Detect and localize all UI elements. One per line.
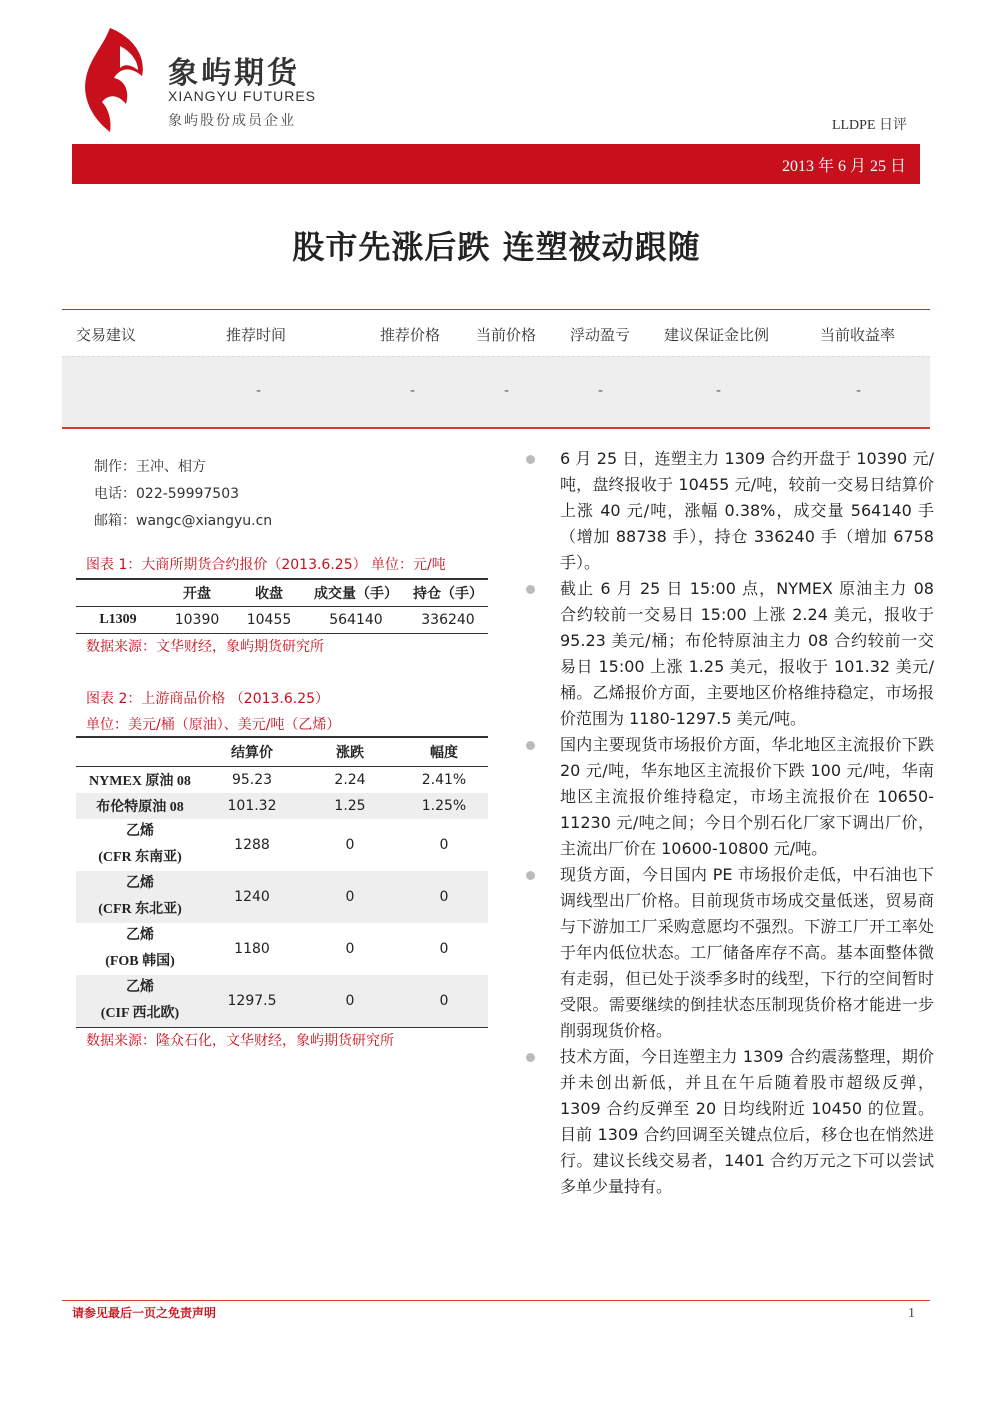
trade-header-cell: 浮动盈亏	[570, 326, 631, 344]
table-row	[76, 871, 488, 923]
logo-text-cn: 象屿期货	[168, 56, 300, 91]
table1-cell: 564140	[304, 607, 408, 634]
table2-name-line1: 乙烯	[126, 980, 154, 995]
table2-header-cell: 结算价	[204, 737, 300, 767]
report-date: 2013 年 6 月 25 日	[781, 158, 906, 175]
author-line: 制作：王冲、相方	[94, 459, 206, 475]
list-item	[524, 732, 934, 862]
table2-cell: 1297.5	[204, 975, 300, 1028]
bullet-icon	[526, 585, 535, 594]
table2-cell: 1.25%	[400, 793, 488, 819]
trade-cell: -	[504, 383, 510, 399]
report-type: LLDPE 日评	[831, 118, 907, 133]
trade-cell: -	[410, 383, 416, 399]
disclaimer-note: 请参见最后一页之免责声明	[72, 1306, 217, 1320]
table-row	[76, 923, 488, 975]
trade-cell: -	[716, 383, 722, 399]
table2-cell: 1288	[234, 837, 270, 853]
table2-header-cell: 幅度	[400, 737, 488, 767]
table2-cell: 101.32	[204, 793, 300, 819]
table1-cell: 10390	[160, 607, 234, 634]
trade-header-cell: 推荐时间	[226, 326, 287, 344]
bullet-icon	[526, 455, 535, 464]
table-row	[76, 793, 488, 819]
report-title: 股市先涨后跌 连塑被动跟随	[292, 228, 701, 266]
table2-cell: 1240	[204, 871, 300, 923]
bullet-icon	[526, 871, 535, 880]
list-item	[524, 1044, 934, 1200]
logo-flame-icon	[80, 28, 148, 132]
table2-unit: 单位：美元/桶（原油）、美元/吨（乙烯）	[86, 717, 341, 733]
upstream-price-table	[76, 736, 488, 1028]
page-number: 1	[908, 1306, 915, 1321]
table1-header-cell: 开盘	[160, 579, 234, 607]
trade-cell: -	[256, 383, 262, 399]
bullet-text: 现货方面，今日国内 PE 市场报价走低，中石油也下调线型出厂价格。目前现货市场成交量低迷，贸易商与下游加工厂采购意愿均不强烈。下游工厂开工率处于年内低位状态。工厂储备库存不高。基本面整体微有走弱，但已处于淡季多时的线型，下行的空间暂时受限。需要继续的倒挂状态压制现货价格才能进一步削弱现货价格。	[560, 865, 934, 1040]
trade-header-cell: 推荐价格	[380, 326, 441, 344]
table2-cell: 0	[345, 941, 355, 957]
trade-header-cell: 交易建议	[76, 326, 137, 344]
table2-name	[76, 923, 204, 975]
list-item	[524, 576, 934, 732]
table2-name-line1: 乙烯	[126, 824, 154, 839]
email-line: 邮箱：wangc@xiangyu.cn	[94, 513, 273, 529]
list-item	[524, 862, 934, 1044]
bullet-text: 6 月 25 日，连塑主力 1309 合约开盘于 10390 元/吨，盘终报收于 10455 元/吨，较前一交易日结算价上涨 40 元/吨，涨幅 0.38%，成交量 564140 手（增加 88738 手），持仓 336240 手（增加 6758 手）。	[560, 449, 934, 572]
footer-divider	[62, 1300, 930, 1301]
table1-cell: 336240	[408, 607, 488, 634]
table2-caption: 图表 2：上游商品价格 （2013.6.25）	[86, 691, 330, 707]
table2-name-line2: (CFR 东南亚)	[98, 850, 182, 865]
table-row	[76, 975, 488, 1028]
table1-cell: 10455	[234, 607, 304, 634]
table2-cell: 95.23	[231, 772, 273, 788]
trade-cell: -	[598, 383, 604, 399]
trade-table	[62, 309, 930, 429]
trade-header-cell: 建议保证金比例	[664, 326, 770, 344]
logo-subtitle: 象屿股份成员企业	[168, 113, 296, 129]
table2-cell: 0	[300, 871, 400, 923]
table2-cell: 0	[400, 975, 488, 1028]
bullet-text: 技术方面，今日连塑主力 1309 合约震荡整理，期价并未创出新低，并且在午后随着股市超级反弹，1309 合约反弹至 20 日均线附近 10450 的位置。目前 1309 合约回调至关键点位后，移仓也在悄然进行。建议长线交易者，1401 合约万元之下可以尝试多单少量持有。	[560, 1047, 934, 1196]
table1-header-cell	[76, 579, 160, 607]
list-item	[524, 446, 934, 576]
table2-name: NYMEX 原油 08	[89, 774, 191, 789]
trade-table-row	[62, 356, 930, 429]
table2-header-cell	[76, 737, 204, 767]
table2-cell: 1.25	[300, 793, 400, 819]
table1-header-cell: 成交量（手）	[304, 579, 408, 607]
trade-cell: -	[856, 383, 862, 399]
table2-name-line2: (CIF 西北欧)	[100, 1006, 180, 1021]
bullet-icon	[526, 1053, 535, 1062]
table2-name-line1: 乙烯	[126, 876, 154, 891]
table2-name	[76, 871, 204, 923]
trade-header-cell: 当前价格	[476, 326, 537, 344]
table2-cell: 0	[439, 941, 449, 957]
table2-name: 布伦特原油 08	[76, 793, 204, 819]
date-banner	[72, 144, 920, 184]
table2-cell: 1180	[234, 941, 270, 957]
table2-cell: 2.24	[334, 772, 366, 788]
table1-header-cell: 持仓（手）	[408, 579, 488, 607]
bullet-text: 国内主要现货市场报价方面，华北地区主流报价下跌 20 元/吨，华东地区主流报价下跌 100 元/吨，华南地区主流报价维持稳定，市场主流报价在 10650-11230 元/吨之间；今日个别石化厂家下调出厂价，主流出厂价在 10600-10800 元/吨。	[560, 735, 934, 858]
table1-source: 数据来源：文华财经，象屿期货研究所	[86, 639, 324, 655]
table2-source: 数据来源：隆众石化，文华财经，象屿期货研究所	[86, 1033, 394, 1049]
bullet-text: 截止 6 月 25 日 15:00 点，NYMEX 原油主力 08 合约较前一交易日 15:00 上涨 2.24 美元，报收于 95.23 美元/桶；布伦特原油主力 08 合约较前一交易日 15:00 上涨 1.25 美元，报收于 101.32 美元/桶。乙烯报价方面，主要地区价格维持稳定，市场报价范围为 1180-1297.5 美元/吨。	[560, 579, 934, 728]
table2-name-line1: 乙烯	[126, 928, 154, 943]
phone-line: 电话：022-59997503	[94, 486, 240, 502]
table1-header-cell: 收盘	[234, 579, 304, 607]
trade-header-cell: 当前收益率	[820, 326, 896, 344]
table2-name-line2: (FOB 韩国)	[105, 954, 175, 969]
table1-caption: 图表 1：大商所期货合约报价（2013.6.25） 单位：元/吨	[86, 557, 446, 573]
table2-cell: 2.41%	[421, 772, 467, 788]
table-row	[76, 767, 488, 794]
futures-quote-table	[76, 578, 488, 634]
table2-cell: 0	[439, 837, 449, 853]
table2-cell: 0	[400, 871, 488, 923]
logo-text-en: XIANGYU FUTURES	[168, 88, 317, 104]
commentary	[524, 446, 934, 1200]
table-row	[76, 819, 488, 871]
table2-header-cell: 涨跌	[300, 737, 400, 767]
table2-cell: 0	[300, 975, 400, 1028]
table-row	[76, 607, 488, 634]
bullet-icon	[526, 741, 535, 750]
table1-cell: L1309	[76, 607, 160, 634]
table2-cell: 0	[345, 837, 355, 853]
trade-table-header	[62, 309, 930, 356]
table2-name-line2: (CFR 东北亚)	[98, 902, 182, 917]
table2-name	[76, 819, 204, 871]
table2-name	[76, 975, 204, 1028]
